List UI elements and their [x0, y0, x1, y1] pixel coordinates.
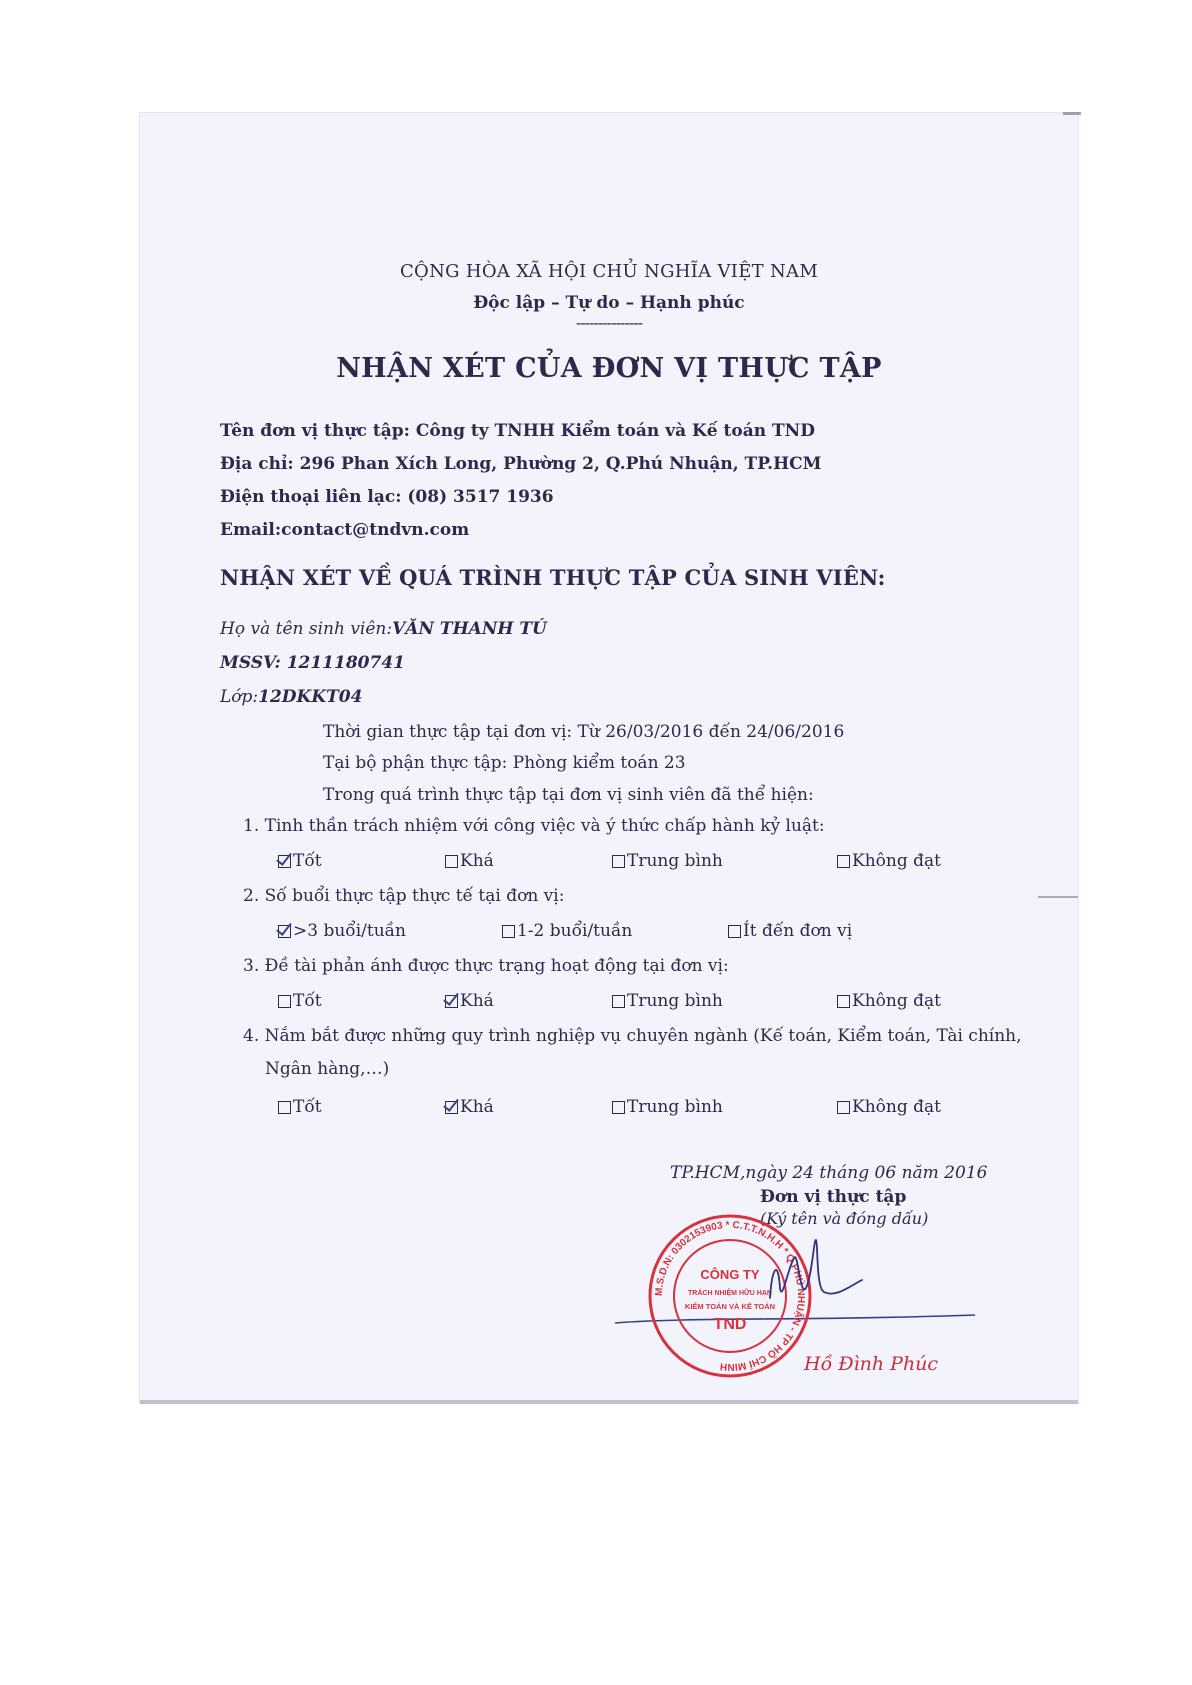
- q2-option-3[interactable]: [728, 921, 852, 941]
- page-corner-mark: [1063, 112, 1081, 115]
- student-class: [220, 687, 362, 707]
- q3-option-2[interactable]: [445, 991, 494, 1011]
- q3-option-1-label: Tốt: [293, 991, 322, 1011]
- student-id-label: MSSV:: [220, 653, 281, 673]
- student-class-label: Lớp:: [220, 687, 259, 707]
- student-name-value: VĂN THANH TÚ: [392, 619, 547, 639]
- q4-option-3[interactable]: [612, 1097, 723, 1117]
- checkbox-checked-icon[interactable]: [445, 995, 458, 1008]
- checkbox-icon[interactable]: [728, 925, 741, 938]
- q1-option-1[interactable]: [278, 851, 322, 871]
- q3-option-4-label: Không đạt: [852, 991, 941, 1011]
- q1-option-3[interactable]: [612, 851, 723, 871]
- q2-option-2[interactable]: [502, 921, 632, 941]
- question-4: 4. Nắm bắt được những quy trình nghiệp vụ chuyên ngành (Kế toán, Kiểm toán, Tài chính,: [243, 1026, 1022, 1046]
- checkbox-icon[interactable]: [278, 1101, 291, 1114]
- svg-text:M.S.D.N: 0302153903 * C.T.T.N.: M.S.D.N: 0302153903 * C.T.T.N.H.H * Q.PHÚ NHUẬN - TP HỒ CHÍ MINH: [653, 1219, 807, 1373]
- company-email: Email:contact@tndvn.com: [220, 520, 470, 540]
- q3-option-3-label: Trung bình: [627, 991, 723, 1011]
- checkbox-checked-icon[interactable]: [278, 855, 291, 868]
- signing-note: (Ký tên và đóng dấu): [760, 1209, 929, 1228]
- evaluation-intro: Trong quá trình thực tập tại đơn vị sinh viên đã thể hiện:: [323, 785, 814, 805]
- student-class-value: 12DKKT04: [258, 687, 363, 707]
- q1-option-2-label: Khá: [460, 851, 494, 871]
- svg-text:KIỂM TOÁN VÀ KẾ TOÁN: KIỂM TOÁN VÀ KẾ TOÁN: [684, 1302, 776, 1311]
- internship-period: Thời gian thực tập tại đơn vị: Từ 26/03/2016 đến 24/06/2016: [323, 722, 845, 742]
- q2-option-2-label: 1-2 buổi/tuần: [517, 921, 633, 941]
- q4-option-1[interactable]: [278, 1097, 322, 1117]
- checkbox-icon[interactable]: [612, 1101, 625, 1114]
- q4-option-2-label: Khá: [460, 1097, 494, 1117]
- question-1: 1. Tinh thần trách nhiệm với công việc và ý thức chấp hành kỷ luật:: [243, 816, 825, 836]
- q1-option-1-label: Tốt: [293, 851, 322, 871]
- q1-option-3-label: Trung bình: [627, 851, 723, 871]
- checkbox-icon[interactable]: [502, 925, 515, 938]
- divider: ---------------: [575, 313, 643, 332]
- q4-option-4-label: Không đạt: [852, 1097, 941, 1117]
- motto: Độc lập – Tự do – Hạnh phúc: [473, 293, 745, 313]
- document-page: [140, 113, 1078, 1403]
- q4-option-2[interactable]: [445, 1097, 494, 1117]
- signer-name: Hồ Đình Phúc: [804, 1353, 939, 1375]
- question-4-continued: Ngân hàng,…): [265, 1059, 390, 1079]
- q3-option-3[interactable]: [612, 991, 723, 1011]
- student-name-label: Họ và tên sinh viên:: [220, 619, 393, 639]
- checkbox-checked-icon[interactable]: [445, 1101, 458, 1114]
- q1-option-4-label: Không đạt: [852, 851, 941, 871]
- svg-text:TRÁCH NHIỆM HỮU HẠN: TRÁCH NHIỆM HỮU HẠN: [688, 1290, 772, 1297]
- company-name: Tên đơn vị thực tập: Công ty TNHH Kiểm toán và Kế toán TND: [220, 421, 815, 441]
- checkbox-icon[interactable]: [278, 995, 291, 1008]
- q4-option-1-label: Tốt: [293, 1097, 322, 1117]
- company-address: Địa chỉ: 296 Phan Xích Long, Phường 2, Q.Phú Nhuận, TP.HCM: [220, 454, 822, 474]
- checkbox-icon[interactable]: [612, 855, 625, 868]
- section-title: NHẬN XÉT VỀ QUÁ TRÌNH THỰC TẬP CỦA SINH VIÊN:: [220, 565, 886, 590]
- checkbox-icon[interactable]: [445, 855, 458, 868]
- q2-option-1[interactable]: [278, 921, 406, 941]
- svg-text:TND: TND: [713, 1316, 747, 1333]
- nation-heading: CỘNG HÒA XÃ HỘI CHỦ NGHĨA VIỆT NAM: [399, 261, 819, 282]
- student-name: [220, 619, 547, 639]
- q2-option-1-label: >3 buổi/tuần: [293, 921, 407, 941]
- student-id-value: 1211180741: [286, 653, 405, 673]
- checkbox-icon[interactable]: [837, 995, 850, 1008]
- page-title: NHẬN XÉT CỦA ĐƠN VỊ THỰC TẬP: [336, 353, 882, 384]
- checkbox-icon[interactable]: [612, 995, 625, 1008]
- q3-option-4[interactable]: [837, 991, 941, 1011]
- internship-department: Tại bộ phận thực tập: Phòng kiểm toán 23: [323, 753, 686, 773]
- question-2: 2. Số buổi thực tập thực tế tại đơn vị:: [243, 886, 565, 906]
- q1-option-2[interactable]: [445, 851, 494, 871]
- q1-option-4[interactable]: [837, 851, 941, 871]
- page-edge-mark: [1038, 896, 1078, 898]
- checkbox-icon[interactable]: [837, 855, 850, 868]
- q3-option-2-label: Khá: [460, 991, 494, 1011]
- checkbox-checked-icon[interactable]: [278, 925, 291, 938]
- handwritten-signature-icon: [750, 1228, 870, 1308]
- page-edge-shadow: [140, 1400, 1078, 1404]
- q3-option-1[interactable]: [278, 991, 322, 1011]
- checkbox-icon[interactable]: [837, 1101, 850, 1114]
- q4-option-3-label: Trung bình: [627, 1097, 723, 1117]
- signing-unit: Đơn vị thực tập: [760, 1187, 907, 1207]
- place-date: TP.HCM,ngày 24 tháng 06 năm 2016: [670, 1163, 988, 1183]
- q4-option-4[interactable]: [837, 1097, 941, 1117]
- question-3: 3. Đề tài phản ánh được thực trạng hoạt động tại đơn vị:: [243, 956, 729, 976]
- company-phone: Điện thoại liên lạc: (08) 3517 1936: [220, 487, 554, 507]
- svg-text:CÔNG TY: CÔNG TY: [700, 1267, 760, 1282]
- q2-option-3-label: Ít đến đơn vị: [743, 921, 853, 941]
- student-id: [220, 653, 405, 673]
